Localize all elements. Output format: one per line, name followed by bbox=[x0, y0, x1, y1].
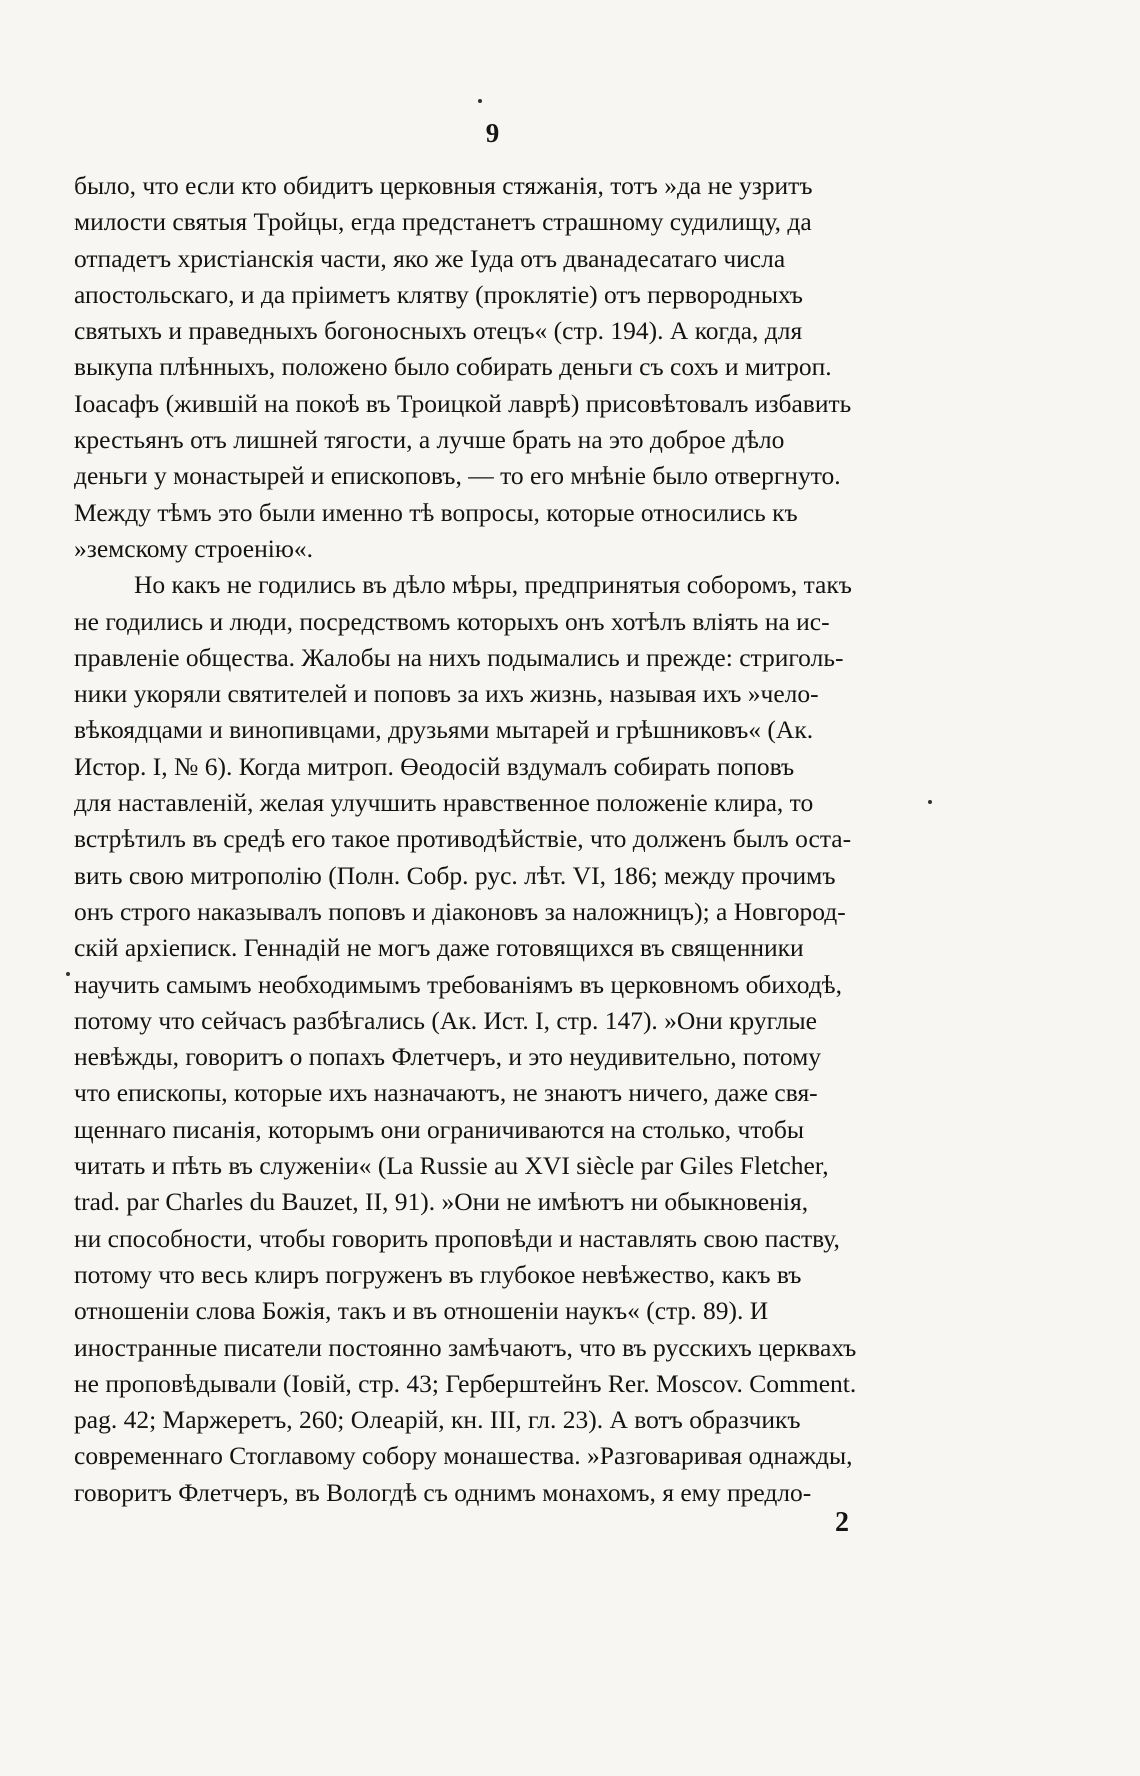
line-text: выкупа плѣнныхъ, положено было собирать деньги съ сохъ и митроп. bbox=[74, 352, 832, 382]
body-text bbox=[74, 168, 909, 1511]
text-line bbox=[74, 749, 909, 785]
line-text: ни способности, чтобы говорить проповѣди и наставлять свою паству, bbox=[74, 1223, 840, 1253]
text-line bbox=[74, 1221, 909, 1257]
text-line bbox=[74, 1257, 909, 1293]
page-number: 9 bbox=[485, 118, 500, 148]
line-text: щеннаго писанія, которымъ они ограничиваются на столько, чтобы bbox=[74, 1114, 804, 1144]
line-text: встрѣтилъ въ средѣ его такое противодѣйствіе, что долженъ былъ оста- bbox=[74, 824, 852, 854]
text-line bbox=[74, 386, 909, 422]
text-line bbox=[74, 640, 909, 676]
text-line bbox=[74, 1402, 909, 1438]
text-line bbox=[74, 712, 909, 748]
line-text: читать и пѣть въ служеніи« (La Russie au XVI siècle par Giles Fletcher, bbox=[74, 1151, 829, 1181]
text-line bbox=[74, 604, 909, 640]
line-text: потому что весь клиръ погруженъ въ глубокое невѣжество, какъ въ bbox=[74, 1259, 802, 1289]
text-line bbox=[74, 821, 909, 857]
line-text: Іоасафъ (жившій на покоѣ въ Троицкой лаврѣ) присовѣтовалъ избавить bbox=[74, 388, 852, 418]
text-line bbox=[74, 458, 909, 494]
line-text: вѣкоядцами и винопивцами, друзьями мытарей и грѣшниковъ« (Ак. bbox=[74, 715, 814, 745]
line-text: Истор. I, № 6). Когда митроп. Өеодосій вздумалъ собирать поповъ bbox=[74, 751, 795, 781]
speck bbox=[928, 800, 932, 804]
line-text: что епископы, которые ихъ назначаютъ, не знаютъ ничего, даже свя- bbox=[74, 1078, 818, 1108]
line-text: иностранные писатели постоянно замѣчаютъ, что въ русскихъ церквахъ bbox=[74, 1332, 857, 1362]
line-text: trad. par Charles du Bauzet, II, 91). »Они не имѣютъ ни обыкновенія, bbox=[74, 1187, 809, 1217]
text-line bbox=[74, 531, 909, 567]
text-line bbox=[74, 1039, 909, 1075]
text-line bbox=[74, 930, 909, 966]
text-line bbox=[74, 858, 909, 894]
line-text: онъ строго наказывалъ поповъ и діаконовъ за наложницъ); а Новгород- bbox=[74, 896, 846, 926]
text-line bbox=[74, 1475, 909, 1511]
line-text: Но какъ не годились въ дѣло мѣры, предпринятыя соборомъ, такъ bbox=[134, 570, 852, 600]
text-line bbox=[74, 1438, 909, 1474]
line-text: современнаго Стоглавому собору монашества. »Разговаривая однажды, bbox=[74, 1441, 853, 1471]
line-text: научить самымъ необходимымъ требованіямъ въ церковномъ обиходѣ, bbox=[74, 969, 843, 999]
text-line bbox=[74, 785, 909, 821]
line-text: отпадетъ христіанскія части, яко же Іуда отъ дванадесатаго числа bbox=[74, 243, 786, 273]
line-text: Между тѣмъ это были именно тѣ вопросы, которые относились къ bbox=[74, 497, 798, 527]
text-line bbox=[74, 1366, 909, 1402]
line-text: было, что если кто обидитъ церковныя стяжанія, тотъ »да не узритъ bbox=[74, 171, 813, 200]
text-line bbox=[74, 567, 909, 603]
text-line bbox=[74, 1293, 909, 1329]
line-text: для наставленій, желая улучшить нравственное положеніе клира, то bbox=[74, 788, 814, 818]
line-text: деньги у монастырей и епископовъ, — то его мнѣніе было отвергнуто. bbox=[74, 461, 841, 491]
speck bbox=[66, 972, 70, 976]
text-line bbox=[74, 241, 909, 277]
line-text: невѣжды, говоритъ о попахъ Флетчеръ, и это неудивительно, потому bbox=[74, 1042, 821, 1072]
text-line bbox=[74, 168, 909, 204]
text-line bbox=[74, 676, 909, 712]
line-text: pag. 42; Маржеретъ, 260; Олеарій, кн. III, гл. 23). А вотъ образчикъ bbox=[74, 1405, 801, 1435]
text-line bbox=[74, 313, 909, 349]
line-text: потому что сейчасъ разбѣгались (Ак. Ист. I, стр. 147). »Они круглые bbox=[74, 1005, 817, 1035]
line-text: милости святыя Тройцы, егда предстанетъ страшному судилищу, да bbox=[74, 207, 812, 237]
line-text: скій архіеписк. Геннадій не могъ даже готовящихся въ священники bbox=[74, 933, 804, 963]
text-line bbox=[74, 894, 909, 930]
text-line bbox=[74, 422, 909, 458]
text-line bbox=[74, 967, 909, 1003]
signature-mark: 2 bbox=[835, 1507, 849, 1538]
line-text: апостольскаго, и да пріиметъ клятву (проклятіе) отъ первородныхъ bbox=[74, 279, 803, 309]
line-text: говоритъ Флетчеръ, въ Вологдѣ съ однимъ монахомъ, я ему предло- bbox=[74, 1477, 812, 1507]
line-text: правленіе общества. Жалобы на нихъ подымались и прежде: стриголь- bbox=[74, 642, 844, 672]
line-text: не годились и люди, посредствомъ которыхъ онъ хотѣлъ вліять на ис- bbox=[74, 606, 830, 636]
text-line bbox=[74, 277, 909, 313]
text-line bbox=[74, 1330, 909, 1366]
line-text: вить свою митрополію (Полн. Собр. рус. лѣт. VI, 186; между прочимъ bbox=[74, 860, 836, 890]
line-text: не проповѣдывали (Іовій, стр. 43; Герберштейнъ Rer. Moscov. Comment. bbox=[74, 1368, 857, 1398]
text-line bbox=[74, 1003, 909, 1039]
line-text: ники укоряли святителей и поповъ за ихъ жизнь, называя ихъ »чело- bbox=[74, 679, 819, 709]
text-line bbox=[74, 495, 909, 531]
text-line bbox=[74, 349, 909, 385]
text-line bbox=[74, 1148, 909, 1184]
line-text: крестьянъ отъ лишней тягости, а лучше брать на это доброе дѣло bbox=[74, 425, 785, 455]
speck bbox=[478, 99, 482, 103]
text-line bbox=[74, 1184, 909, 1220]
text-line bbox=[74, 204, 909, 240]
line-text: отношеніи слова Божія, такъ и въ отношеніи наукъ« (стр. 89). И bbox=[74, 1296, 769, 1326]
line-text: святыхъ и праведныхъ богоносныхъ отецъ« (стр. 194). А когда, для bbox=[74, 316, 803, 346]
line-text: »земскому строенію«. bbox=[74, 533, 314, 563]
text-line bbox=[74, 1075, 909, 1111]
text-line bbox=[74, 1112, 909, 1148]
